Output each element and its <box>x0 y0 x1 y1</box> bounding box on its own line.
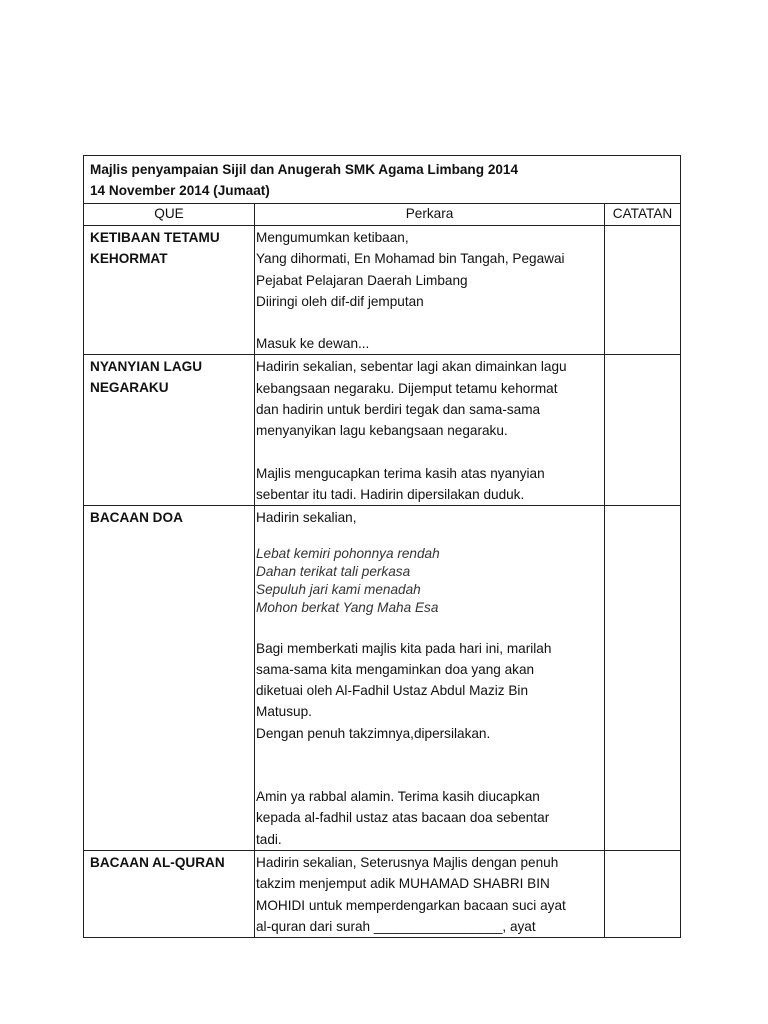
catatan-cell <box>605 355 681 506</box>
que-label: KETIBAAN TETAMU <box>90 230 220 245</box>
que-label: KEHORMAT <box>90 251 168 266</box>
pantun-line: Mohon berkat Yang Maha Esa <box>256 599 439 615</box>
header-perkara: Perkara <box>255 204 605 226</box>
perkara-line: Bagi memberkati majlis kita pada hari ini, marilah <box>256 640 552 656</box>
table-row <box>84 506 681 851</box>
perkara-line: Hadirin sekalian, sebentar lagi akan dimainkan lagu <box>256 359 567 375</box>
perkara-line: Pejabat Pelajaran Daerah Limbang <box>256 272 468 288</box>
table-row <box>84 850 681 937</box>
perkara-line: al-quran dari surah _________________, ayat <box>256 918 536 934</box>
perkara-line: takzim menjemput adik MUHAMAD SHABRI BIN <box>256 876 550 892</box>
perkara-line: Hadirin sekalian, Seterusnya Majlis dengan penuh <box>256 854 559 870</box>
perkara-cell <box>255 355 605 506</box>
perkara-line: diketuai oleh Al-Fadhil Ustaz Abdul Maziz Bin <box>256 683 529 699</box>
header-catatan: CATATAN <box>605 204 681 226</box>
perkara-line: menyanyikan lagu kebangsaan negaraku. <box>256 423 508 439</box>
que-cell <box>84 506 255 851</box>
que-label: NYANYIAN LAGU <box>90 359 203 375</box>
perkara-cell <box>255 506 605 851</box>
perkara-line: Mengumumkan ketibaan, <box>256 230 409 245</box>
table-row <box>84 355 681 506</box>
perkara-line: sama-sama kita mengaminkan doa yang akan <box>256 661 535 677</box>
perkara-line: tadi. <box>256 831 282 847</box>
que-cell <box>84 850 255 937</box>
catatan-cell <box>605 226 681 355</box>
catatan-cell <box>605 506 681 851</box>
program-table <box>83 155 681 938</box>
catatan-cell <box>605 850 681 937</box>
que-cell <box>84 355 255 506</box>
perkara-cell <box>255 850 605 937</box>
perkara-line: Amin ya rabbal alamin. Terima kasih diucapkan <box>256 789 540 805</box>
pantun-line: Lebat kemiri pohonnya rendah <box>256 545 440 561</box>
event-date: 14 November 2014 (Jumaat) <box>90 183 270 198</box>
spacer <box>256 617 601 638</box>
perkara-line: dan hadirin untuk berdiri tegak dan sama-sama <box>256 402 541 418</box>
perkara-line: Matusup. <box>256 704 312 720</box>
perkara-line: Diiringi oleh dif-dif jemputan <box>256 293 424 309</box>
spacer <box>256 529 601 545</box>
que-label: BACAAN DOA <box>90 510 183 526</box>
perkara-line: MOHIDI untuk memperdengarkan bacaan suci ayat <box>256 897 566 913</box>
perkara-cell <box>255 226 605 355</box>
perkara-line: kebangsaan negaraku. Dijemput tetamu kehormat <box>256 380 558 396</box>
que-label: BACAAN AL-QURAN <box>90 854 225 870</box>
header-row <box>84 204 681 226</box>
que-label: NEGARAKU <box>90 380 169 396</box>
perkara-line: Hadirin sekalian, <box>256 510 357 526</box>
perkara-line: Majlis mengucapkan terima kasih atas nyanyian <box>256 465 545 481</box>
title-cell <box>84 156 681 204</box>
title-row <box>84 156 681 204</box>
header-que: QUE <box>84 204 255 226</box>
event-title: Majlis penyampaian Sijil dan Anugerah SMK Agama Limbang 2014 <box>90 162 519 177</box>
que-cell <box>84 226 255 355</box>
perkara-line: sebentar itu tadi. Hadirin dipersilakan duduk. <box>256 486 525 502</box>
spacer <box>256 744 601 786</box>
perkara-line: Dengan penuh takzimnya,dipersilakan. <box>256 725 491 741</box>
pantun-line: Dahan terikat tali perkasa <box>256 563 411 579</box>
perkara-line: Yang dihormati, En Mohamad bin Tangah, Pegawai <box>256 251 565 267</box>
table-row <box>84 226 681 355</box>
perkara-line: Masuk ke dewan... <box>256 336 370 352</box>
spacer <box>256 312 601 333</box>
pantun-line: Sepuluh jari kami menadah <box>256 581 421 597</box>
spacer <box>256 442 601 463</box>
perkara-line: kepada al-fadhil ustaz atas bacaan doa sebentar <box>256 810 550 826</box>
